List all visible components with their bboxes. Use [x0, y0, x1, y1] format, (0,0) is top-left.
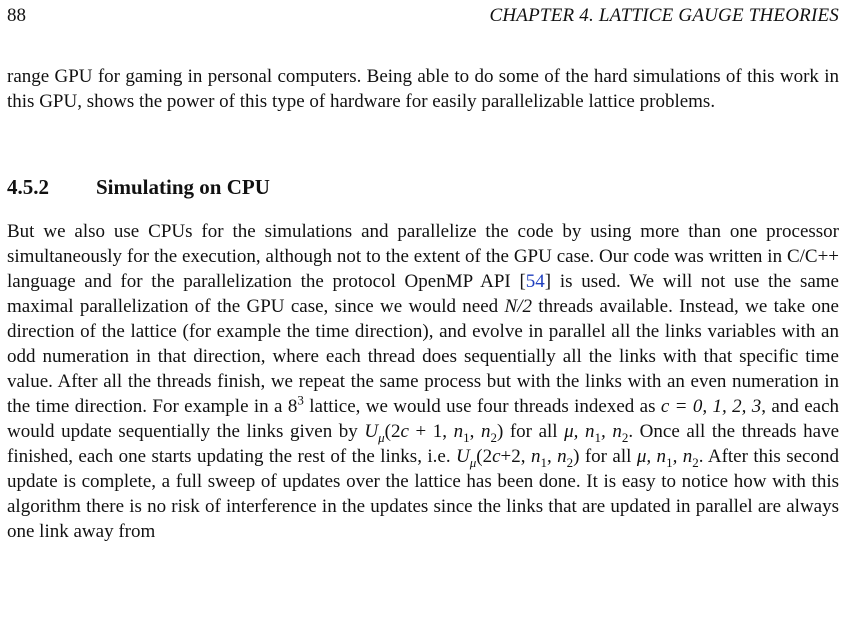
paragraph-2 — [7, 219, 839, 544]
math-symbol: c — [400, 421, 409, 442]
math-subscript: 2 — [490, 429, 497, 445]
citation-link[interactable]: 54 — [525, 271, 545, 292]
math-symbol: n — [480, 421, 491, 442]
paragraph-text: . After this second update is complete, a full sweep of updates over the lattice has been done. It is easy to notice how with this algorithm there is no risk of interference in the updates since the links that are updated in parallel are always one link away from — [7, 446, 839, 542]
math-subscript: 2 — [621, 429, 629, 445]
paragraph-text: But we also use CPUs for the simulations and parallelize the code by using more than one processor simultaneously for the execution, although not to the extent of the GPU case. Our code was written in C/C++ language and for the parallelization the protocol OpenMP API — [7, 221, 839, 292]
math-symbol: , — [469, 421, 481, 442]
math-symbol: μ, n — [564, 421, 595, 442]
math-subscript: 1 — [540, 454, 547, 470]
citation-bracket: [ — [519, 271, 526, 292]
math-symbol: ) — [496, 421, 504, 442]
math-thread-index: c = 0, 1, 2, 3 — [660, 396, 762, 417]
page-number: 88 — [7, 5, 26, 26]
math-subscript: μ — [469, 454, 477, 470]
math-subscript: 2 — [692, 454, 699, 470]
math-symbol: +2, — [500, 446, 531, 467]
math-symbol: n — [530, 446, 541, 467]
paragraph-text: . Once all the threads have finished, each one starts updating the rest of the links, i.e. — [7, 421, 839, 467]
paragraph-text: for all — [503, 421, 565, 442]
section-number: 4.5.2 — [7, 175, 49, 199]
citation-bracket: ] — [544, 271, 552, 292]
running-header — [7, 5, 839, 31]
math-symbol: , n — [672, 446, 693, 467]
math-base: 8 — [287, 396, 298, 417]
math-variables — [564, 421, 629, 445]
paragraph-text: threads available. Instead, we take one direction of the lattice (for example the time direction), and evolve in parallel all the links variables with an odd numeration in that direction, where each thread does sequentially all the links with that specific time value. After all the threads finish, we repeat the same process but with the links with an even numeration in the time direction. For example in a — [7, 296, 839, 417]
math-symbol: n — [557, 446, 567, 467]
paragraph-text: lattice, we would use four threads indexed as — [303, 396, 661, 417]
math-symbol: μ, n — [636, 446, 667, 467]
math-exponent: 3 — [297, 392, 304, 408]
math-subscript: 2 — [566, 454, 574, 470]
math-subscript: 1 — [463, 429, 470, 445]
math-subscript: 1 — [666, 454, 673, 470]
section-title: Simulating on CPU — [96, 175, 270, 199]
math-symbol: (2 — [476, 446, 493, 467]
math-symbol: U — [456, 446, 470, 467]
math-link-variable-odd — [364, 421, 504, 445]
math-symbol: ) — [573, 446, 580, 467]
paragraph-text: , and each would update sequentially the links given by — [7, 396, 839, 442]
math-symbol: c — [492, 446, 501, 467]
math-symbol: (2 — [384, 421, 401, 442]
math-link-variable-even — [456, 446, 580, 470]
paragraph-text: is used. We will not use the same maximal parallelization of the GPU case, since we would need — [7, 271, 839, 317]
math-symbol: U — [364, 421, 379, 442]
math-threads: N/2 — [504, 296, 532, 317]
math-symbol: , — [546, 446, 558, 467]
math-variables — [636, 446, 699, 470]
math-symbol: n — [453, 421, 464, 442]
math-subscript: 1 — [594, 429, 602, 445]
paragraph-1: range GPU for gaming in personal computers. Being able to do some of the hard simulations of this work in this GPU, shows the power of this type of hardware for easily parallelizable lattice problems. — [7, 66, 839, 112]
paragraph-text: for all — [579, 446, 637, 467]
section-heading — [7, 175, 270, 200]
math-symbol: + 1, — [408, 421, 454, 442]
math-lattice-size — [287, 392, 304, 417]
chapter-title: CHAPTER 4. LATTICE GAUGE THEORIES — [489, 5, 839, 26]
math-symbol: , n — [601, 421, 622, 442]
math-subscript: μ — [378, 429, 385, 445]
